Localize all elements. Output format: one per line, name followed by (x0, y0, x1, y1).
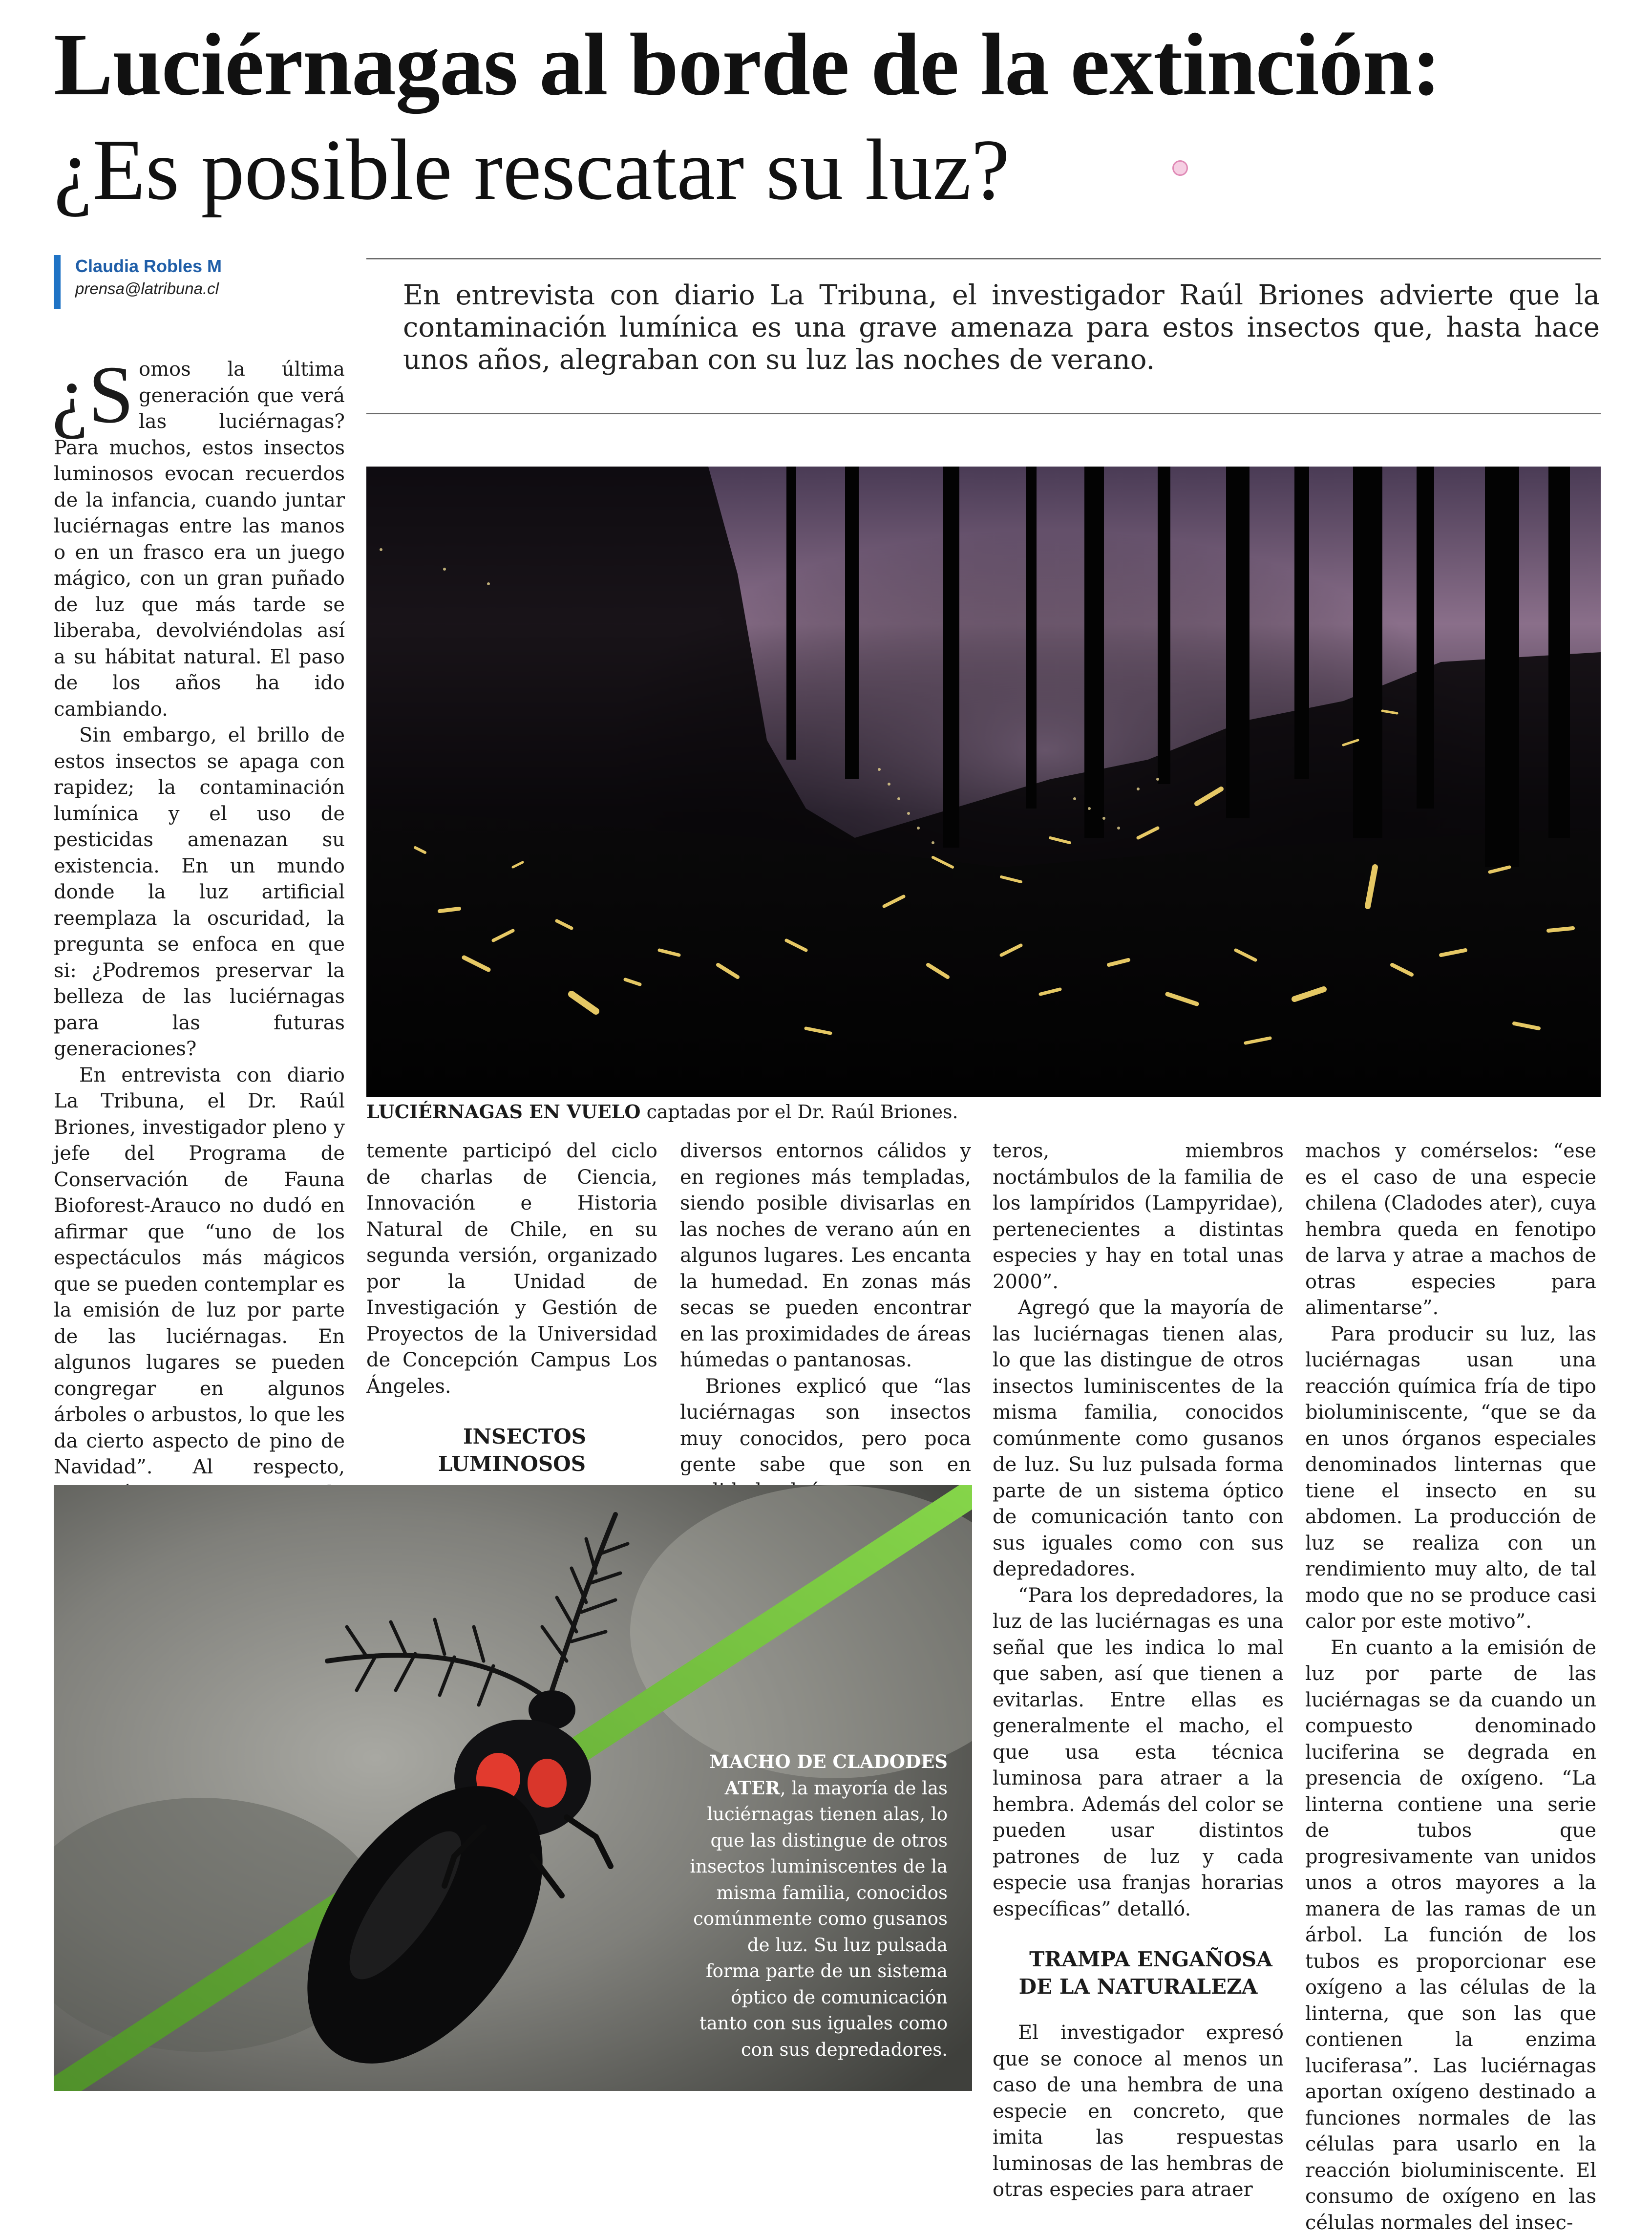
column-5 (1305, 1138, 1596, 2236)
column-2 (366, 1138, 657, 1525)
decorative-dot (1172, 160, 1188, 176)
column-5-paragraph-1: machos y comérselos: “ese es el caso de una especie chilena (Cladodes ater), cuya hembra queda en fenotipo de larva y atrae a machos de otras especies para alimentarse”. (1305, 1138, 1596, 1321)
caption-bold: MACHO DE CLADODES ATER (709, 1751, 948, 1799)
article-deck: En entrevista con diario La Tribuna, el investigador Raúl Briones advierte que la contaminación lumínica es una grave amenaza para estos insectos que, hasta hace unos años, alegraban con su luz las noches de verano. (403, 279, 1600, 376)
column-1-paragraph-2: Sin embargo, el brillo de estos insectos se apaga con rapidez; la contaminación lumínica y el uso de pesticidas amenazan su existencia. En un mundo donde la luz artificial reemplaza la oscuridad, la pregunta se enfoca en que si: ¿Podremos preservar la belleza de las luciérnagas para las futuras generaciones? (54, 723, 345, 1063)
byline (54, 255, 347, 309)
author-email: prensa@latribuna.cl (75, 277, 347, 300)
column-4-paragraph-4: El investigador expresó que se conoce al menos un caso de una hembra de una especie en concreto, que imita las respuestas luminosas de las hembras de otras especies para atraer (993, 2020, 1284, 2203)
column-3 (680, 1138, 971, 1504)
column-1-paragraph-1 (54, 357, 345, 723)
deck-top-rule (366, 258, 1601, 259)
author-name: Claudia Robles M (75, 255, 347, 277)
caption-text: , la mayoría de las luciérnagas tienen alas, lo que las distingue de otros insectos luminiscentes de la misma familia, conocidos comúnmente como gusanos de luz. Su luz pulsada forma parte de un sistema óptico de comunicación tanto con sus iguales como con sus depredadores. (690, 1778, 948, 2060)
subheading-insectos-luminosos: INSECTOS LUMINOSOS (366, 1423, 657, 1478)
subheading-trampa-enganosa: TRAMPA ENGAÑOSA DE LA NATURALEZA (993, 1946, 1284, 2001)
headline-line-1: Luciérnagas al borde de la extinción: (54, 21, 1617, 109)
headline-line-2: ¿Es posible rescatar su luz? (54, 126, 1617, 213)
column-4-paragraph-1: teros, miembros noctámbulos de la familia de los lampíridos (Lampyridae), pertenecientes a distintas especies y hay en total unas 2000”. (993, 1138, 1284, 1295)
caption-bold: LUCIÉRNAGAS EN VUELO (366, 1101, 641, 1123)
photo-fireflies-forest (366, 467, 1601, 1097)
column-5-paragraph-3: En cuanto a la emisión de luz por parte de las luciérnagas se da cuando un compuesto denominado luciferina se degrada en presencia de oxígeno. “La linterna contiene una serie de tubos que progresivamente van unidos unos a otros mayores a la manera de las ramas de un árbol. La función de los tubos es proporcionar ese oxígeno a las células de la linterna, que son las que contienen la enzima luciferasa”. Las luciérnagas aportan oxígeno destinado a funciones normales de las células para usarlo en la reacción bioluminiscente. El consumo de oxígeno en las células normales del insec- (1305, 1635, 1596, 2236)
photo-fireflies-caption (366, 1100, 958, 1124)
column-1-text: omos la última generación que verá las luciérnagas? Para muchos, estos insectos luminosos evocan recuerdos de la infancia, cuando juntar luciérnagas entre las manos o en un frasco era un juego mágico, con un gran puñado de luz que más tarde se liberaba, devolviéndolas así a su hábitat natural. El paso de los años ha ido cambiando. (54, 358, 345, 721)
column-4-paragraph-2: Agregó que la mayoría de las luciérnagas tienen alas, lo que las distingue de otros insectos luminiscentes de la misma familia, conocidos comúnmente como gusanos de luz. Su luz pulsada forma parte de un sistema óptico de comunicación tanto con sus iguales como con sus depredadores. (993, 1295, 1284, 1583)
column-4 (993, 1138, 1284, 2203)
column-3-paragraph-1: diversos entornos cálidos y en regiones más templadas, siendo posible divisarlas en las noches de verano aún en algunos lugares. Les encanta la humedad. En zonas más secas se pueden encontrar en las proximidades de áreas húmedas o pantanosas. (680, 1138, 971, 1374)
column-4-paragraph-3: “Para los depredadores, la luz de las luciérnagas es una señal que les indica lo mal que saben, así que tienen a evitarlas. Entre ellas es generalmente el macho, el que usa esta técnica luminosa para atraer a la hembra. Además del color se pueden usar distintos patrones de luz y cada especie usa franjas horarias específicas” detalló. (993, 1583, 1284, 1923)
column-2-paragraph-1: temente participó del ciclo de charlas de Ciencia, Innovación e Historia Natural de Chile, en su segunda versión, organizado por la Unidad de Investigación y Gestión de Proyectos de la Universidad de Concepción Campus Los Ángeles. (366, 1138, 657, 1400)
caption-text: captadas por el Dr. Raúl Briones. (641, 1101, 958, 1123)
photo-beetle-caption (689, 1749, 948, 2063)
drop-cap: ¿S (52, 357, 134, 429)
column-3-paragraph-2: Briones explicó que “las luciérnagas son insectos muy conocidos, pero poca gente sabe que son en (680, 1374, 971, 1505)
column-5-paragraph-2: Para producir su luz, las luciérnagas usan una reacción química fría de tipo bioluminiscente, “que se da en unos órganos especiales denominados linternas que tiene el insecto en su abdomen. La producción de luz se realiza con un rendimiento muy alto, de tal modo que no se produce casi calor por este motivo”. (1305, 1321, 1596, 1635)
deck-bottom-rule (366, 413, 1601, 414)
column-1-paragraph-3: En entrevista con diario La Tribuna, el Dr. Raúl Briones, investigador pleno y jefe del Programa de Conservación de Fauna Bioforest-Arauco no dudó en afirmar que “uno de los espectáculos más mágicos que se pueden contemplar es la emisión de luz por parte de las luciérnagas. En algunos lugares se pueden congregar en algunos árboles o arbustos, lo que les da cierto aspecto de pino de Navidad”. Al respecto, (54, 1063, 345, 1664)
